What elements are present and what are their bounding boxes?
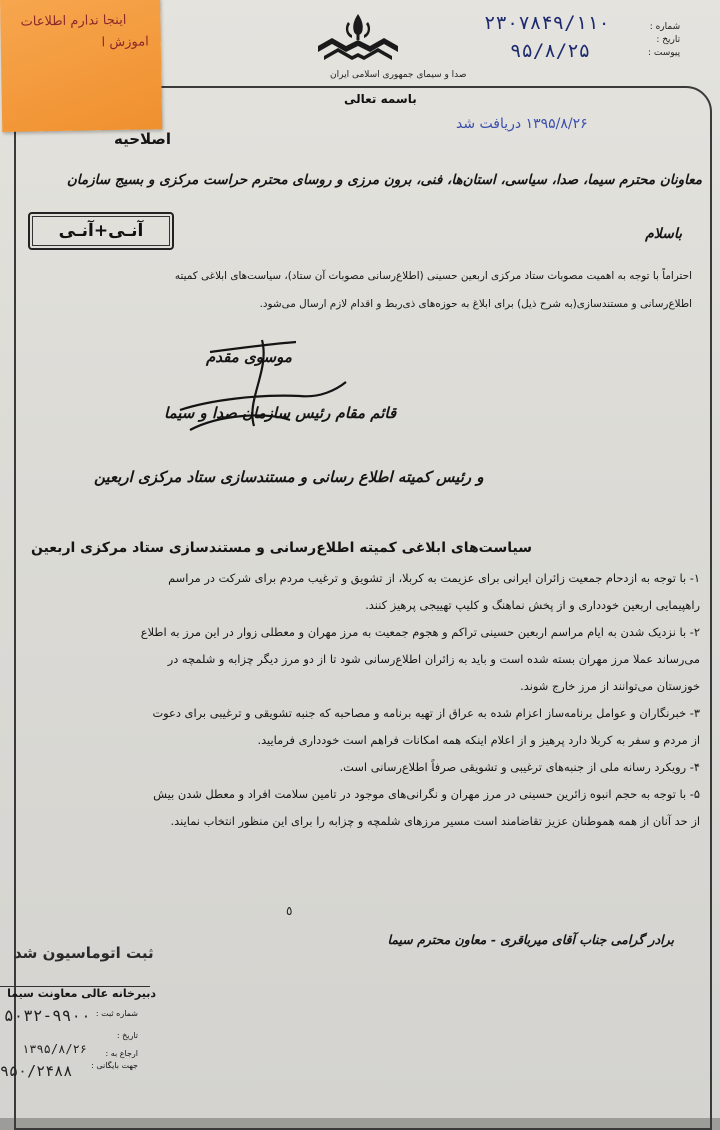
signature-icon <box>150 330 370 460</box>
automation-stamp: ثبت اتوماسیون شد <box>14 944 154 962</box>
secretariat-title: دبیرخانه عالی معاونت سیما <box>7 987 156 1000</box>
policy-line: ۴- رویکرد رسانه ملی از جنبه‌های ترغیبی و تشویقی صرفاً اطلاع‌رسانی است. <box>339 760 700 774</box>
correction-title: اصلاحیه <box>114 130 172 148</box>
organization-name: صدا و سیمای جمهوری اسلامی ایران <box>330 70 467 80</box>
sticky-note <box>0 0 162 132</box>
sticky-note-line: اموزش ا <box>101 34 149 51</box>
intro-line: اطلاع‌رسانی و مستندسازی(به شرح ذیل) برای ابلاغ به حوزه‌های ذی‌ربط و اقدام لازم ارسال می‌شود. <box>259 298 692 310</box>
policy-line: ۱- با توجه به ازدحام جمعیت زائران ایرانی برای عزیمت به کربلا، از تشویق و ترغیب مردم برای شرکت در مراسم <box>168 571 700 585</box>
policy-line: راهپیمایی اربعین خودداری و از پخش نماهنگ و کلیپ تهییجی پرهیز کنند. <box>365 598 700 612</box>
refer-label: ارجاع به : <box>105 1049 138 1058</box>
referral-note: برادر گرامی جناب آقای میرباقری - معاون محترم سیما <box>387 932 674 947</box>
received-stamp: ۱۳۹۵/۸/۲۶ دریافت شد <box>456 116 588 132</box>
policy-line: خوزستان می‌توانند از مرز خارج شوند. <box>520 679 700 693</box>
letter-date: ۹۵/۸/۲۵ <box>510 40 591 62</box>
number-label: شماره : <box>649 22 681 32</box>
policy-line: ۵- با توجه به حجم انبوه زائرین حسینی در مرز مهران و نگرانی‌های موجود در تامین سلامت افراد و معطل شدن بیش <box>153 787 700 801</box>
urgent-stamp: آنـی+آنـی <box>28 212 174 250</box>
reg-number-label: شماره ثبت : <box>95 1009 138 1018</box>
reg-number: ۵۰۳۲-۹۹۰۰ <box>4 1006 91 1025</box>
sticky-note-line: اینجا ندارم اطلاعات <box>20 12 127 30</box>
ref-number: ۹۵۰/۲۴۸۸ <box>0 1062 73 1080</box>
policy-line: می‌رساند عملا مرز مهران بسته شده است و باید به زائران اطلاع‌رسانی شود تا از دو مرز دیگر چزابه و شلمچه در <box>167 652 700 666</box>
policy-line: از حد آنان از همه هموطنان عزیز تقاضامند است مسیر مرزهای شلمچه و چزابه را برای این منظور انتخاب نمایند. <box>170 814 700 828</box>
archive-label: جهت بایگانی : <box>91 1061 138 1070</box>
reg-date-label: تاریخ : <box>116 1031 138 1040</box>
addressee-line: معاونان محترم سیما، صدا، سیاسی، استان‌ها، فنی، برون مرزی و روسای محترم حراست مرکزی و بسیج سازمان <box>66 172 702 188</box>
attachment-label: پیوست : <box>648 48 681 58</box>
date-label: تاریخ : <box>656 35 681 45</box>
intro-line: احتراماً با توجه به اهمیت مصوبات ستاد مرکزی اربعین حسینی (اطلاع‌رسانی مصوبات آن ستاد)، سیاست‌های ابلاغی کمیته <box>174 270 692 282</box>
signer-committee: و رئیس کمیته اطلاع رسانی و مستندسازی ستاد مرکزی اربعین <box>94 468 484 486</box>
pen-mark: ٥ <box>286 904 293 918</box>
document-meta <box>648 22 680 61</box>
policy-line: ۲- با نزدیک شدن به ایام مراسم اربعین حسینی تراکم و هجوم جمعیت به مرز مهران و معطلی زوار در این مرز به اطلاع <box>140 625 700 639</box>
policy-line: از مردم و سفر به کربلا دارد پرهیز و از اعلام اینکه همه امکانات فراهم است خودداری فرمایید. <box>257 733 700 747</box>
letter-number: ۲۳۰۷۸۴۹/۱۱۰ <box>484 12 610 34</box>
signer-name: موسوی مقدم <box>206 348 292 366</box>
signer-role: قائم مقام رئیس سازمان صدا و سیما <box>164 404 397 422</box>
bismillah-heading: باسمه تعالی <box>344 92 417 106</box>
irib-logo-icon <box>310 12 406 66</box>
policies-heading: سیاست‌های ابلاغی کمیته اطلاع‌رسانی و مستندسازی ستاد مرکزی اربعین <box>30 540 532 556</box>
greeting: باسلام <box>645 226 682 242</box>
policy-line: ۳- خبرنگاران و عوامل برنامه‌ساز اعزام شده به عراق از تهیه برنامه و مصاحبه که جنبه تشویقی و ترغیبی برای دعوت <box>152 706 700 720</box>
reg-date: ۱۳۹۵/۸/۲۶ <box>22 1042 88 1056</box>
